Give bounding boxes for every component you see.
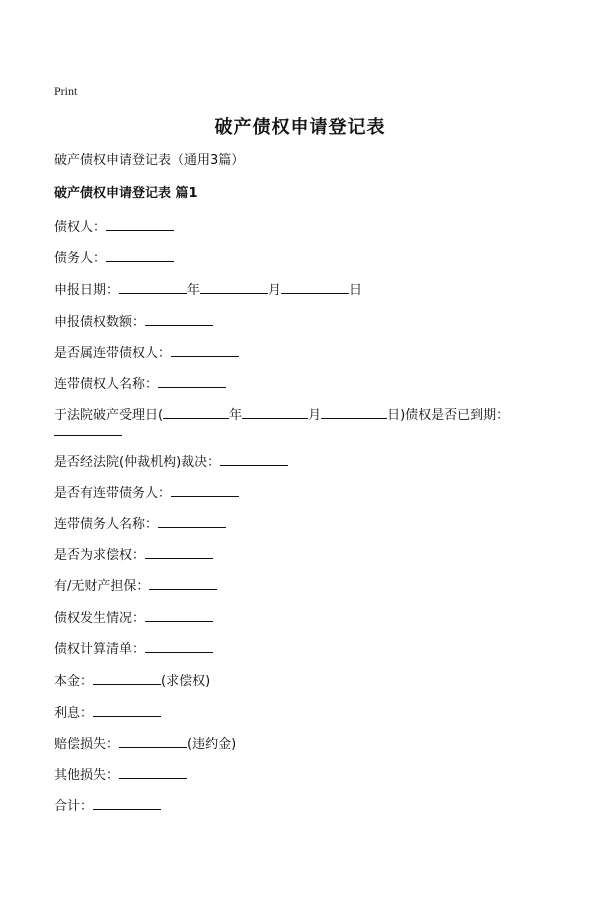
row-guarantee	[54, 576, 217, 596]
row-arbitration	[54, 452, 288, 472]
guarantee-label: 有/无财产担保：	[54, 579, 150, 594]
guarantee-blank[interactable]	[149, 576, 217, 590]
print-link[interactable]: Print	[54, 84, 78, 98]
interest-label: 利息：	[54, 706, 94, 721]
row-declared-amount	[54, 312, 213, 332]
month-label: 月	[268, 283, 282, 298]
row-joint-debtor-q	[54, 483, 239, 503]
interest-blank[interactable]	[93, 703, 161, 717]
row-joint-creditor-name	[54, 374, 226, 394]
joint-creditor-name-label: 连带债权人名称：	[54, 377, 159, 392]
row-declare-date	[54, 280, 362, 300]
damages-blank[interactable]	[119, 734, 187, 748]
row-other-loss	[54, 765, 187, 785]
row-joint-debtor-name	[54, 514, 226, 534]
declare-date-label: 申报日期：	[54, 283, 120, 298]
court-accept-prefix: 于法院破产受理日(	[54, 408, 164, 423]
joint-creditor-q-label: 是否属连带债权人：	[54, 346, 172, 361]
declared-amount-label: 申报债权数额：	[54, 315, 146, 330]
day-blank[interactable]	[281, 280, 349, 294]
row-principal	[54, 671, 210, 691]
debtor-blank[interactable]	[106, 248, 174, 262]
damages-note: (违约金)	[187, 737, 237, 752]
row-creditor	[54, 217, 174, 237]
joint-creditor-q-blank[interactable]	[171, 343, 239, 357]
court-month-label: 月	[308, 408, 322, 423]
row-total	[54, 796, 161, 816]
joint-creditor-name-blank[interactable]	[158, 374, 226, 388]
row-calc-list	[54, 639, 213, 659]
subtitle: 破产债权申请登记表（通用3篇）	[54, 153, 245, 168]
row-court-accept-cont	[54, 422, 122, 442]
recourse-label: 是否为求偿权：	[54, 548, 146, 563]
creditor-blank[interactable]	[106, 217, 174, 231]
arbitration-blank[interactable]	[220, 452, 288, 466]
joint-debtor-name-label: 连带债务人名称：	[54, 517, 159, 532]
total-label: 合计：	[54, 799, 94, 814]
damages-label: 赔偿损失：	[54, 737, 120, 752]
court-month-blank[interactable]	[242, 405, 308, 419]
joint-debtor-q-label: 是否有连带债务人：	[54, 486, 172, 501]
principal-note: (求偿权)	[161, 674, 211, 689]
year-blank[interactable]	[119, 280, 187, 294]
joint-debtor-name-blank[interactable]	[158, 514, 226, 528]
row-debtor	[54, 248, 174, 268]
occurrence-blank[interactable]	[145, 608, 213, 622]
row-recourse	[54, 545, 213, 565]
arbitration-label: 是否经法院(仲裁机构)裁决：	[54, 455, 221, 470]
row-damages	[54, 734, 236, 754]
row-interest	[54, 703, 161, 723]
row-occurrence	[54, 608, 213, 628]
other-loss-blank[interactable]	[119, 765, 187, 779]
court-accept-suffix: 日)债权是否已到期：	[387, 408, 510, 423]
document-title: 破产债权申请登记表	[214, 117, 386, 138]
row-joint-creditor-q	[54, 343, 239, 363]
court-year-label: 年	[229, 408, 243, 423]
row-court-accept	[54, 405, 509, 425]
court-day-blank[interactable]	[321, 405, 387, 419]
debtor-label: 债务人：	[54, 251, 107, 266]
calc-list-label: 债权计算清单：	[54, 642, 146, 657]
section-heading: 破产债权申请登记表 篇1	[54, 186, 198, 201]
principal-label: 本金：	[54, 674, 94, 689]
court-year-blank[interactable]	[163, 405, 229, 419]
occurrence-label: 债权发生情况：	[54, 611, 146, 626]
month-blank[interactable]	[200, 280, 268, 294]
year-label: 年	[187, 283, 201, 298]
due-blank[interactable]	[54, 422, 122, 436]
other-loss-label: 其他损失：	[54, 768, 120, 783]
calc-list-blank[interactable]	[145, 639, 213, 653]
day-label: 日	[349, 283, 363, 298]
joint-debtor-q-blank[interactable]	[171, 483, 239, 497]
principal-blank[interactable]	[93, 671, 161, 685]
declared-amount-blank[interactable]	[145, 312, 213, 326]
total-blank[interactable]	[93, 796, 161, 810]
recourse-blank[interactable]	[145, 545, 213, 559]
creditor-label: 债权人：	[54, 220, 107, 235]
